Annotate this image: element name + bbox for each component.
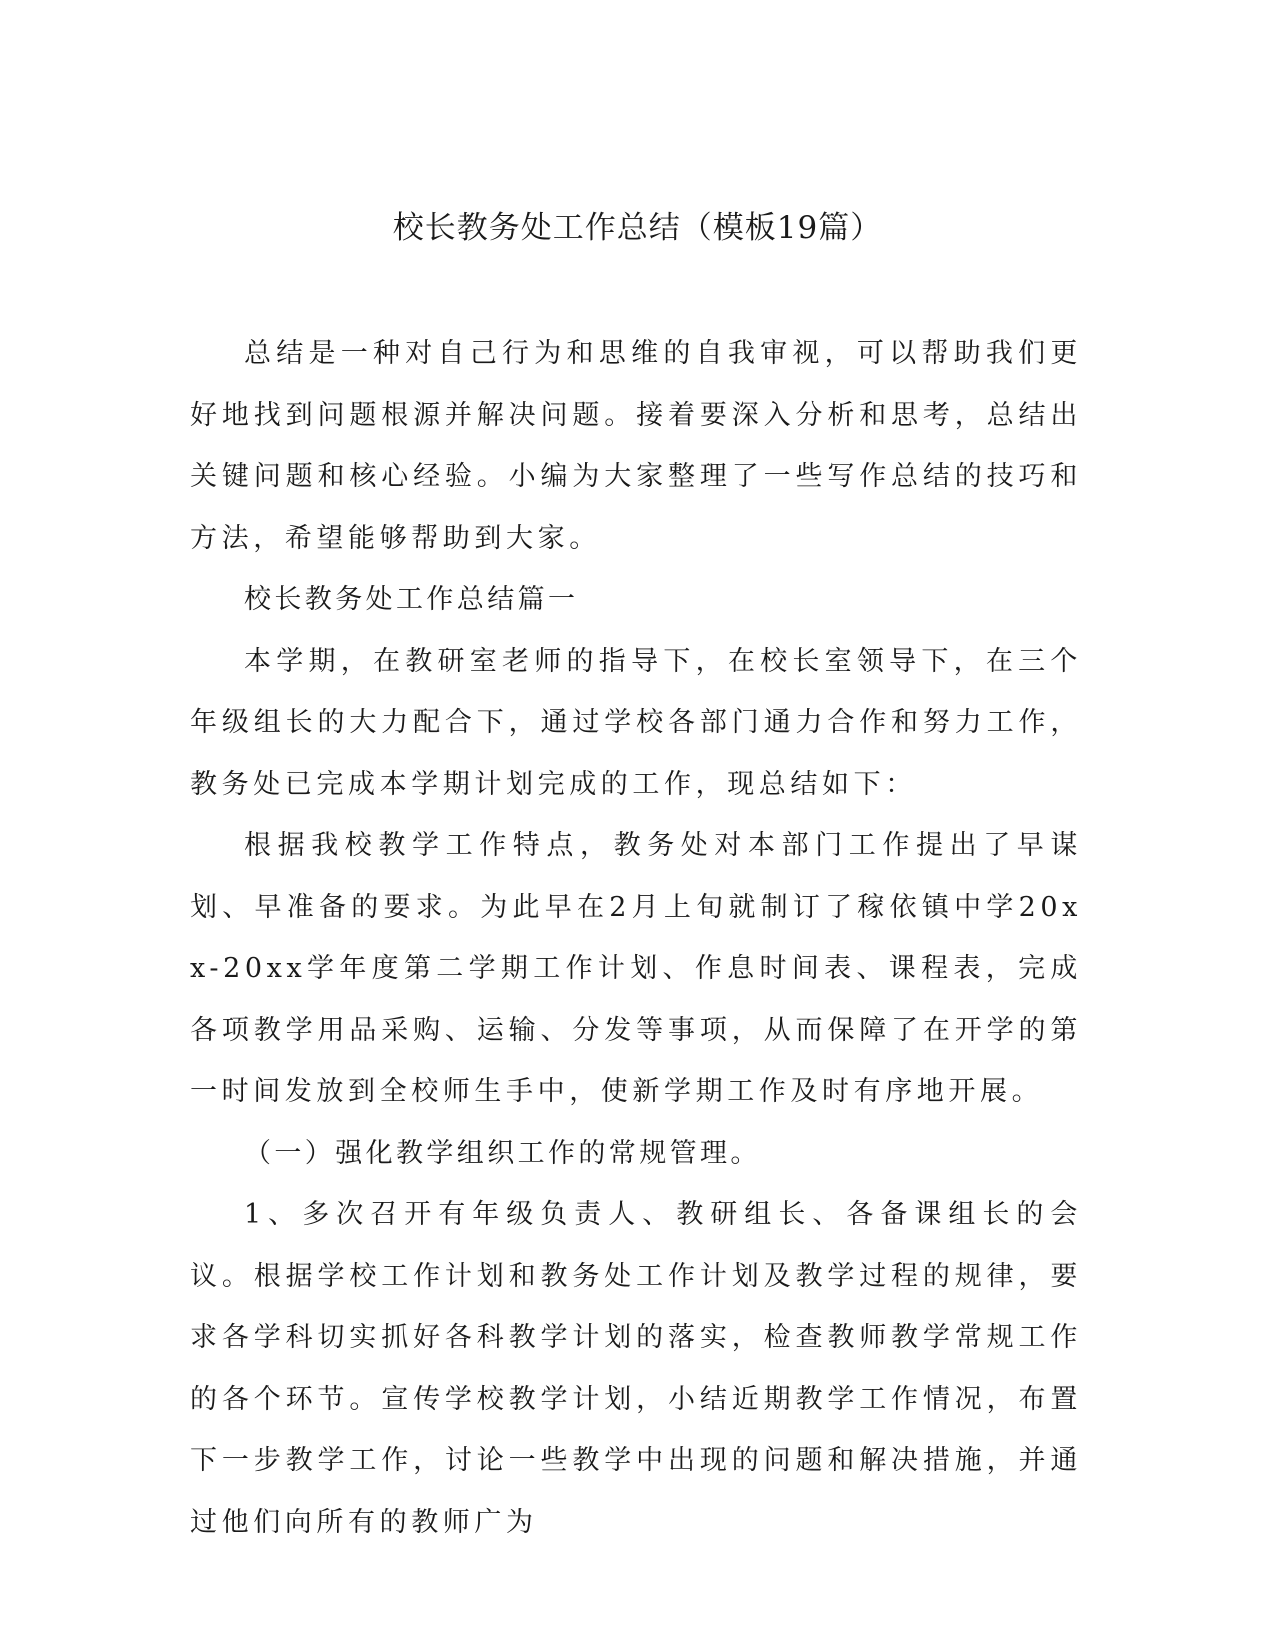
intro-paragraph: 总结是一种对自己行为和思维的自我审视，可以帮助我们更好地找到问题根源并解决问题。接着要深入分析和思考，总结出关键问题和核心经验。小编为大家整理了一些写作总结的技巧和方法，希望能够帮助到大家。 [190,338,1082,554]
subsection-heading: （一）强化教学组织工作的常规管理。 [244,1137,761,1169]
body-paragraph: 1、多次召开有年级负责人、教研组长、各备课组长的会议。根据学校工作计划和教务处工作计划及教学过程的规律，要求各学科切实抓好各科教学计划的落实，检查教师教学常规工作的各个环节。宣传学校教学计划，小结近期教学工作情况，布置下一步教学工作，讨论一些教学中出现的问题和解决措施，并通过他们向所有的教师广为 [190,1199,1082,1538]
body-paragraph: 根据我校教学工作特点，教务处对本部门工作提出了早谋划、早准备的要求。为此早在2月上旬就制订了稼依镇中学20xx-20xx学年度第二学期工作计划、作息时间表、课程表，完成各项教学用品采购、运输、分发等事项，从而保障了在开学的第一时间发放到全校师生手中，使新学期工作及时有序地开展。 [190,830,1082,1107]
document-title: 校长教务处工作总结（模板19篇） [392,210,883,246]
body-paragraph: 本学期，在教研室老师的指导下，在校长室领导下，在三个年级组长的大力配合下，通过学校各部门通力合作和努力工作，教务处已完成本学期计划完成的工作，现总结如下： [190,645,1082,800]
document-body [190,323,1082,1553]
section-heading: 校长教务处工作总结篇一 [244,584,579,615]
